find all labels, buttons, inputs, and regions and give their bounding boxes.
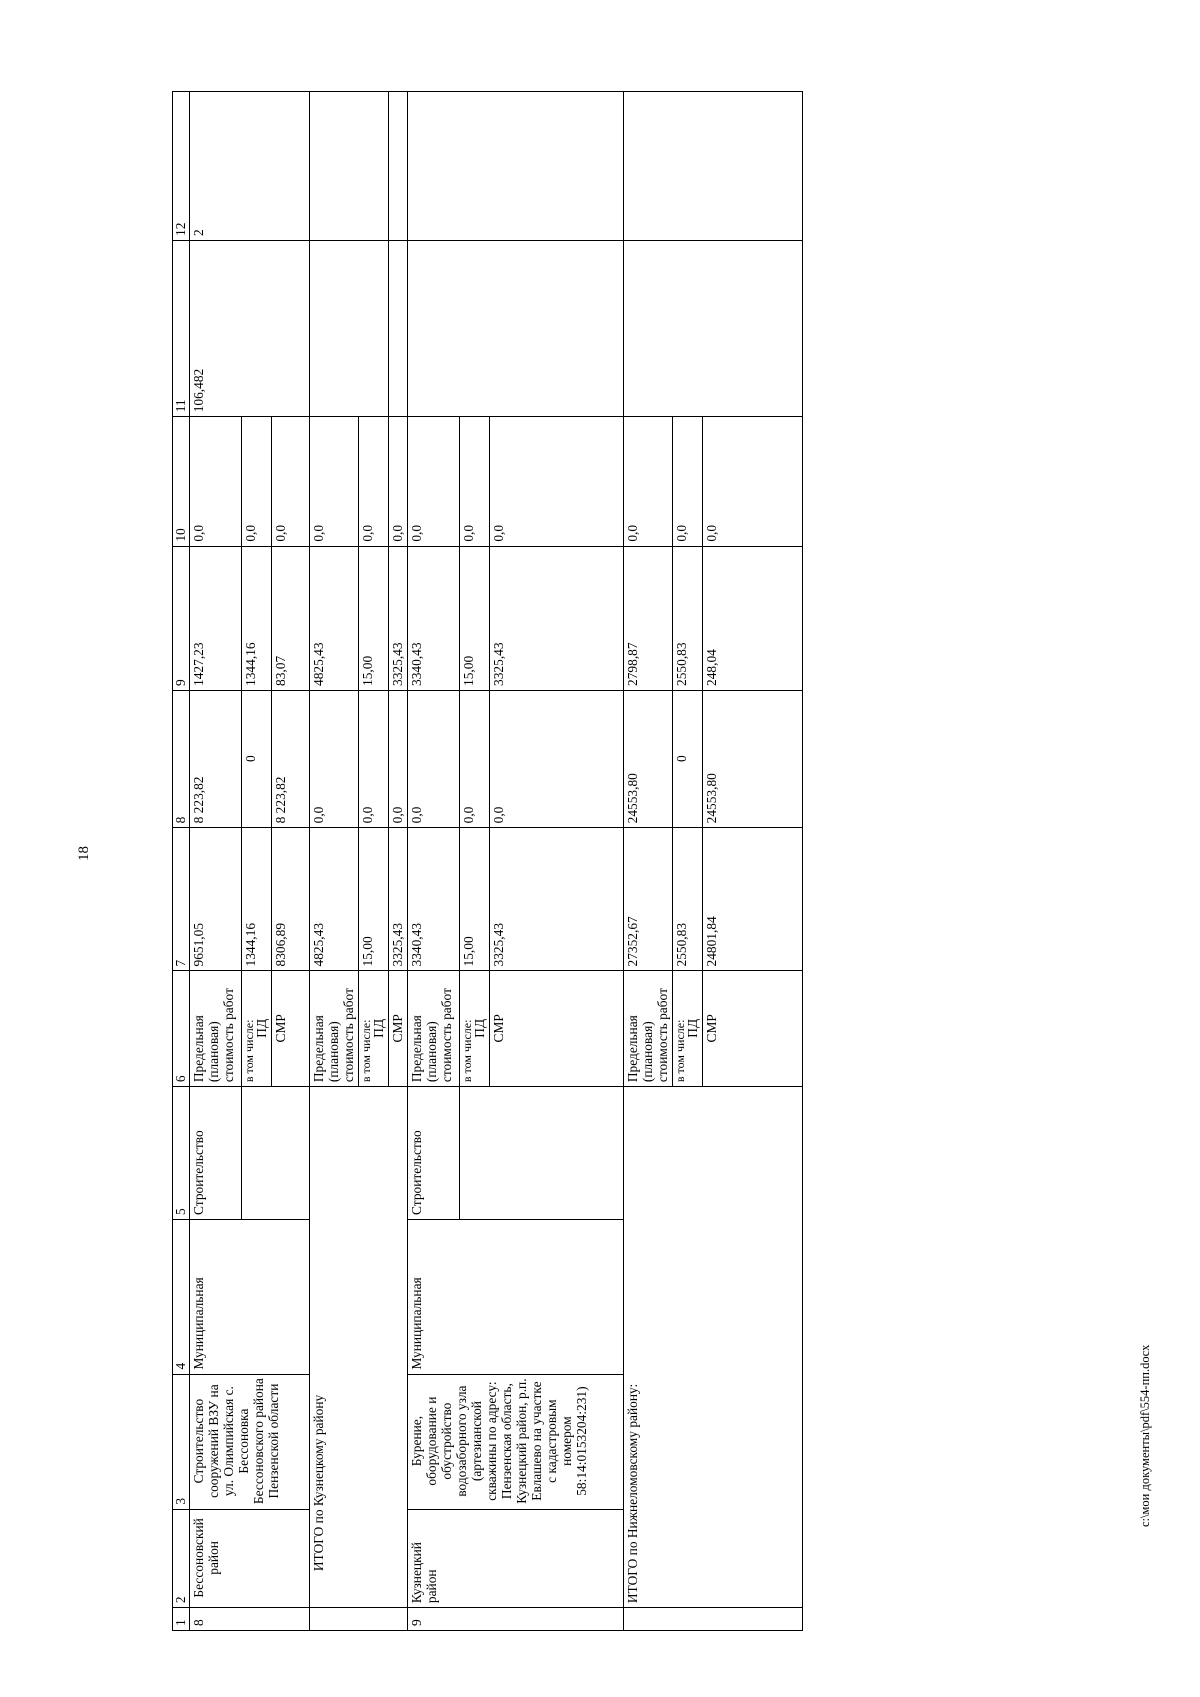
sub-label-abbr: ПД <box>254 1018 269 1038</box>
value-cell: 15,00 <box>460 828 490 971</box>
col-header: 7 <box>173 828 190 971</box>
empty-cell <box>310 1608 408 1631</box>
row-number: 8 <box>190 1608 310 1631</box>
total-title: ИТОГО по Кузнецкому району <box>310 1087 408 1608</box>
col-header: 12 <box>173 92 190 241</box>
page-number: 18 <box>76 846 92 861</box>
col-header: 2 <box>173 1509 190 1607</box>
cost-label <box>359 971 389 1087</box>
value-cell: 8 223,82 <box>272 690 310 827</box>
object-cell: Строительство сооружений ВЗУ на ул. Олимпийская с. Бессоновка Бессоновского района Пензенской области <box>190 1374 310 1509</box>
col-header: 10 <box>173 417 190 546</box>
value-cell: 83,07 <box>272 546 310 690</box>
budget-table <box>172 91 803 1631</box>
col-header: 1 <box>173 1608 190 1631</box>
work-type-cell: Строительство <box>408 1087 460 1220</box>
cost-label: СМР <box>272 971 310 1087</box>
header-row <box>173 92 190 1631</box>
col-header: 6 <box>173 971 190 1087</box>
value-cell: 3340,43 <box>408 828 460 971</box>
value-cell: 3325,43 <box>389 828 408 971</box>
cost-label: Предельная (плановая) стоимость работ <box>310 971 359 1087</box>
district-cell: Кузнецкий район <box>408 1509 624 1607</box>
empty-cell <box>242 1087 310 1220</box>
empty-cell <box>460 1087 624 1220</box>
cost-label: Предельная (плановая) стоимость работ <box>408 971 460 1087</box>
col-header: 3 <box>173 1374 190 1509</box>
district-cell: Бессоновский район <box>190 1509 310 1607</box>
ownership-cell: Муниципальная <box>190 1219 310 1374</box>
value-cell: 0,0 <box>703 417 803 546</box>
col-header: 8 <box>173 690 190 827</box>
value-cell: 2 <box>190 92 310 241</box>
value-cell: 1344,16 <box>242 828 272 971</box>
empty-cell <box>389 92 408 241</box>
value-cell: 0,0 <box>272 417 310 546</box>
empty-cell <box>310 240 389 416</box>
empty-cell <box>624 92 803 241</box>
row-number: 9 <box>408 1608 624 1631</box>
col-header: 4 <box>173 1219 190 1374</box>
table-row <box>408 92 460 1631</box>
cost-label: Предельная (плановая) стоимость работ <box>624 971 673 1087</box>
col-header: 9 <box>173 546 190 690</box>
empty-cell <box>408 92 624 241</box>
empty-cell <box>624 1608 803 1631</box>
value-cell: 0,0 <box>389 690 408 827</box>
value-cell: 0,0 <box>673 417 703 546</box>
work-type-cell: Строительство <box>190 1087 242 1220</box>
cost-label <box>673 971 703 1087</box>
value-cell: 24801,84 <box>703 828 803 971</box>
value-cell: 0,0 <box>490 690 624 827</box>
value-cell: 3325,43 <box>389 546 408 690</box>
table-row <box>310 92 359 1631</box>
value-cell: 0,0 <box>624 417 673 546</box>
value-cell: 3325,43 <box>490 828 624 971</box>
value-cell: 15,00 <box>359 546 389 690</box>
empty-cell <box>310 92 389 241</box>
value-cell: 0 <box>242 690 272 827</box>
footer-file-path: c:\мои документы\pdf\554-пп.docx <box>1138 1344 1152 1527</box>
value-cell: 0,0 <box>408 417 460 546</box>
empty-cell <box>389 240 408 416</box>
value-cell: 3325,43 <box>490 546 624 690</box>
cost-label <box>242 971 272 1087</box>
value-cell: 8 223,82 <box>190 690 242 827</box>
table-row <box>624 92 673 1631</box>
value-cell: 15,00 <box>460 546 490 690</box>
value-cell: 4825,43 <box>310 546 359 690</box>
value-cell: 2550,83 <box>673 546 703 690</box>
cost-label: СМР <box>703 971 803 1087</box>
sub-label: в том числе: <box>460 1019 474 1083</box>
value-cell: 24553,80 <box>703 690 803 827</box>
cost-label: СМР <box>490 971 624 1087</box>
empty-cell <box>408 240 624 416</box>
ownership-cell: Муниципальная <box>408 1219 624 1374</box>
value-cell: 0,0 <box>460 417 490 546</box>
value-cell: 3340,43 <box>408 546 460 690</box>
cost-label: Предельная (плановая) стоимость работ <box>190 971 242 1087</box>
sub-label: в том числе: <box>673 1019 687 1083</box>
value-cell: 0,0 <box>310 417 359 546</box>
cost-label: СМР <box>389 971 408 1087</box>
value-cell: 106,482 <box>190 240 310 416</box>
value-cell: 4825,43 <box>310 828 359 971</box>
object-cell: Бурение, оборудование и обустройство водозаборного узла (артезианской скважины по адресу: Пензенская область, Кузнецкий район, р.п. Евлашево на участке с кадастровым номером 58:14:0153204:231) <box>408 1374 624 1509</box>
cost-label <box>460 971 490 1087</box>
value-cell: 15,00 <box>359 828 389 971</box>
sub-label: в том числе: <box>359 1019 373 1083</box>
value-cell: 0,0 <box>359 417 389 546</box>
value-cell: 2550,83 <box>673 828 703 971</box>
value-cell: 1344,16 <box>242 546 272 690</box>
value-cell: 27352,67 <box>624 828 673 971</box>
value-cell: 1427,23 <box>190 546 242 690</box>
total-title: ИТОГО по Нижнеломовскому району: <box>624 1087 803 1608</box>
value-cell: 0,0 <box>359 690 389 827</box>
value-cell: 248,04 <box>703 546 803 690</box>
value-cell: 8306,89 <box>272 828 310 971</box>
value-cell: 9651,05 <box>190 828 242 971</box>
value-cell: 0,0 <box>310 690 359 827</box>
empty-cell <box>624 240 803 416</box>
value-cell: 0 <box>673 690 703 827</box>
value-cell: 0,0 <box>490 417 624 546</box>
col-header: 11 <box>173 240 190 416</box>
value-cell: 0,0 <box>389 417 408 546</box>
sub-label: в том числе: <box>242 1019 256 1083</box>
sub-label-abbr: ПД <box>472 1018 487 1038</box>
table-row <box>190 92 242 1631</box>
value-cell: 0,0 <box>190 417 242 546</box>
value-cell: 2798,87 <box>624 546 673 690</box>
sub-label-abbr: ПД <box>371 1018 386 1038</box>
value-cell: 0,0 <box>460 690 490 827</box>
sub-label-abbr: ПД <box>685 1018 700 1038</box>
col-header: 5 <box>173 1087 190 1220</box>
value-cell: 24553,80 <box>624 690 673 827</box>
value-cell: 0,0 <box>242 417 272 546</box>
value-cell: 0,0 <box>408 690 460 827</box>
